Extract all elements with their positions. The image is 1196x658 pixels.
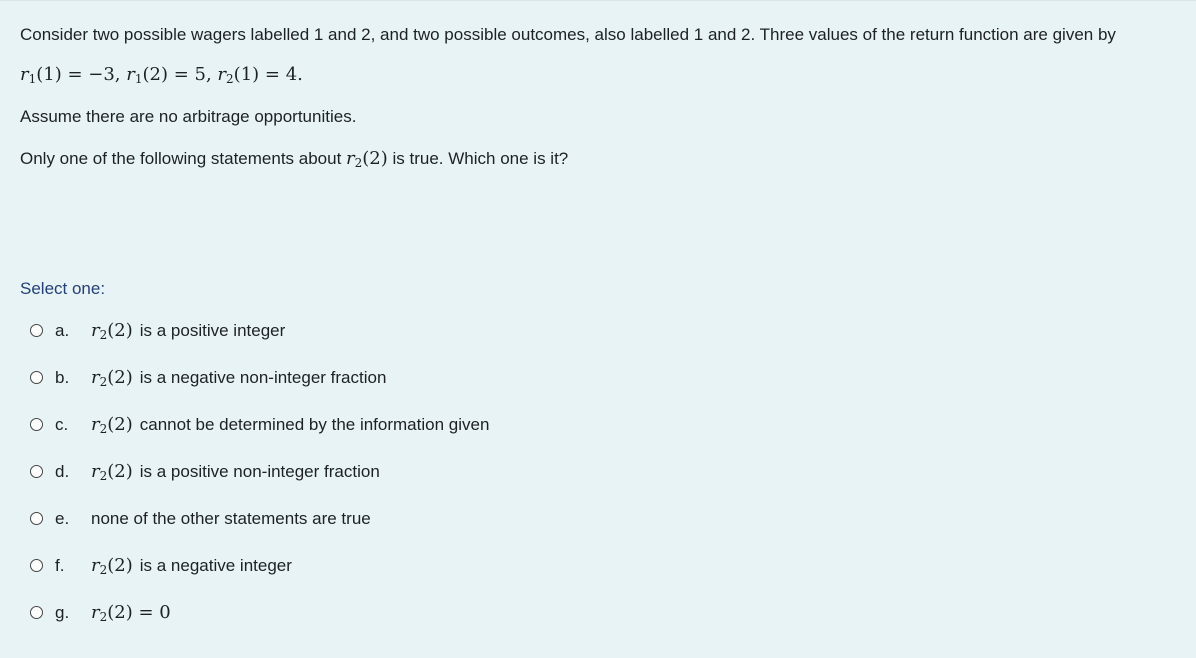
- option-label: $r_2(2)$ is a negative non-integer fraction: [91, 367, 387, 389]
- given-values-math: $r_1(1) = -3$, $r_1(2) = 5$, $r_2(1) = 4$.: [20, 64, 303, 86]
- option-label: $r_2(2) = 0$: [91, 602, 171, 624]
- radio-button[interactable]: [30, 324, 43, 337]
- option-label: none of the other statements are true: [91, 508, 371, 528]
- option-letter: c.: [55, 414, 69, 434]
- option-b[interactable]: [30, 354, 489, 401]
- radio-button[interactable]: [30, 512, 43, 525]
- select-one-prompt: Select one:: [20, 279, 106, 298]
- option-letter: d.: [55, 461, 70, 481]
- option-label: $r_2(2)$ is a positive non-integer fraction: [91, 461, 380, 483]
- option-c[interactable]: [30, 401, 489, 448]
- option-letter: b.: [55, 367, 70, 387]
- option-d[interactable]: [30, 448, 489, 495]
- answer-options: [30, 307, 489, 636]
- option-label: $r_2(2)$ is a negative integer: [91, 555, 292, 577]
- option-a[interactable]: [30, 307, 489, 354]
- option-letter: a.: [55, 320, 70, 340]
- question-text: [20, 19, 1170, 175]
- question-ask: Only one of the following statements about $r_2(2)$ is true. Which one is it?: [20, 148, 569, 170]
- assumption-text: Assume there are no arbitrage opportunities.: [20, 107, 357, 126]
- radio-button[interactable]: [30, 465, 43, 478]
- given-values: [20, 59, 1170, 91]
- option-letter: g.: [55, 602, 70, 622]
- option-letter: f.: [55, 555, 65, 575]
- option-g[interactable]: [30, 589, 489, 636]
- option-f[interactable]: [30, 542, 489, 589]
- option-e[interactable]: [30, 495, 489, 542]
- option-letter: e.: [55, 508, 70, 528]
- option-label: $r_2(2)$ is a positive integer: [91, 320, 286, 342]
- radio-button[interactable]: [30, 606, 43, 619]
- radio-button[interactable]: [30, 371, 43, 384]
- radio-button[interactable]: [30, 559, 43, 572]
- option-label: $r_2(2)$ cannot be determined by the information given: [91, 414, 490, 436]
- question-intro: Consider two possible wagers labelled 1 and 2, and two possible outcomes, also labelled 1 and 2. Three values of the return function are given by: [20, 25, 1116, 44]
- radio-button[interactable]: [30, 418, 43, 431]
